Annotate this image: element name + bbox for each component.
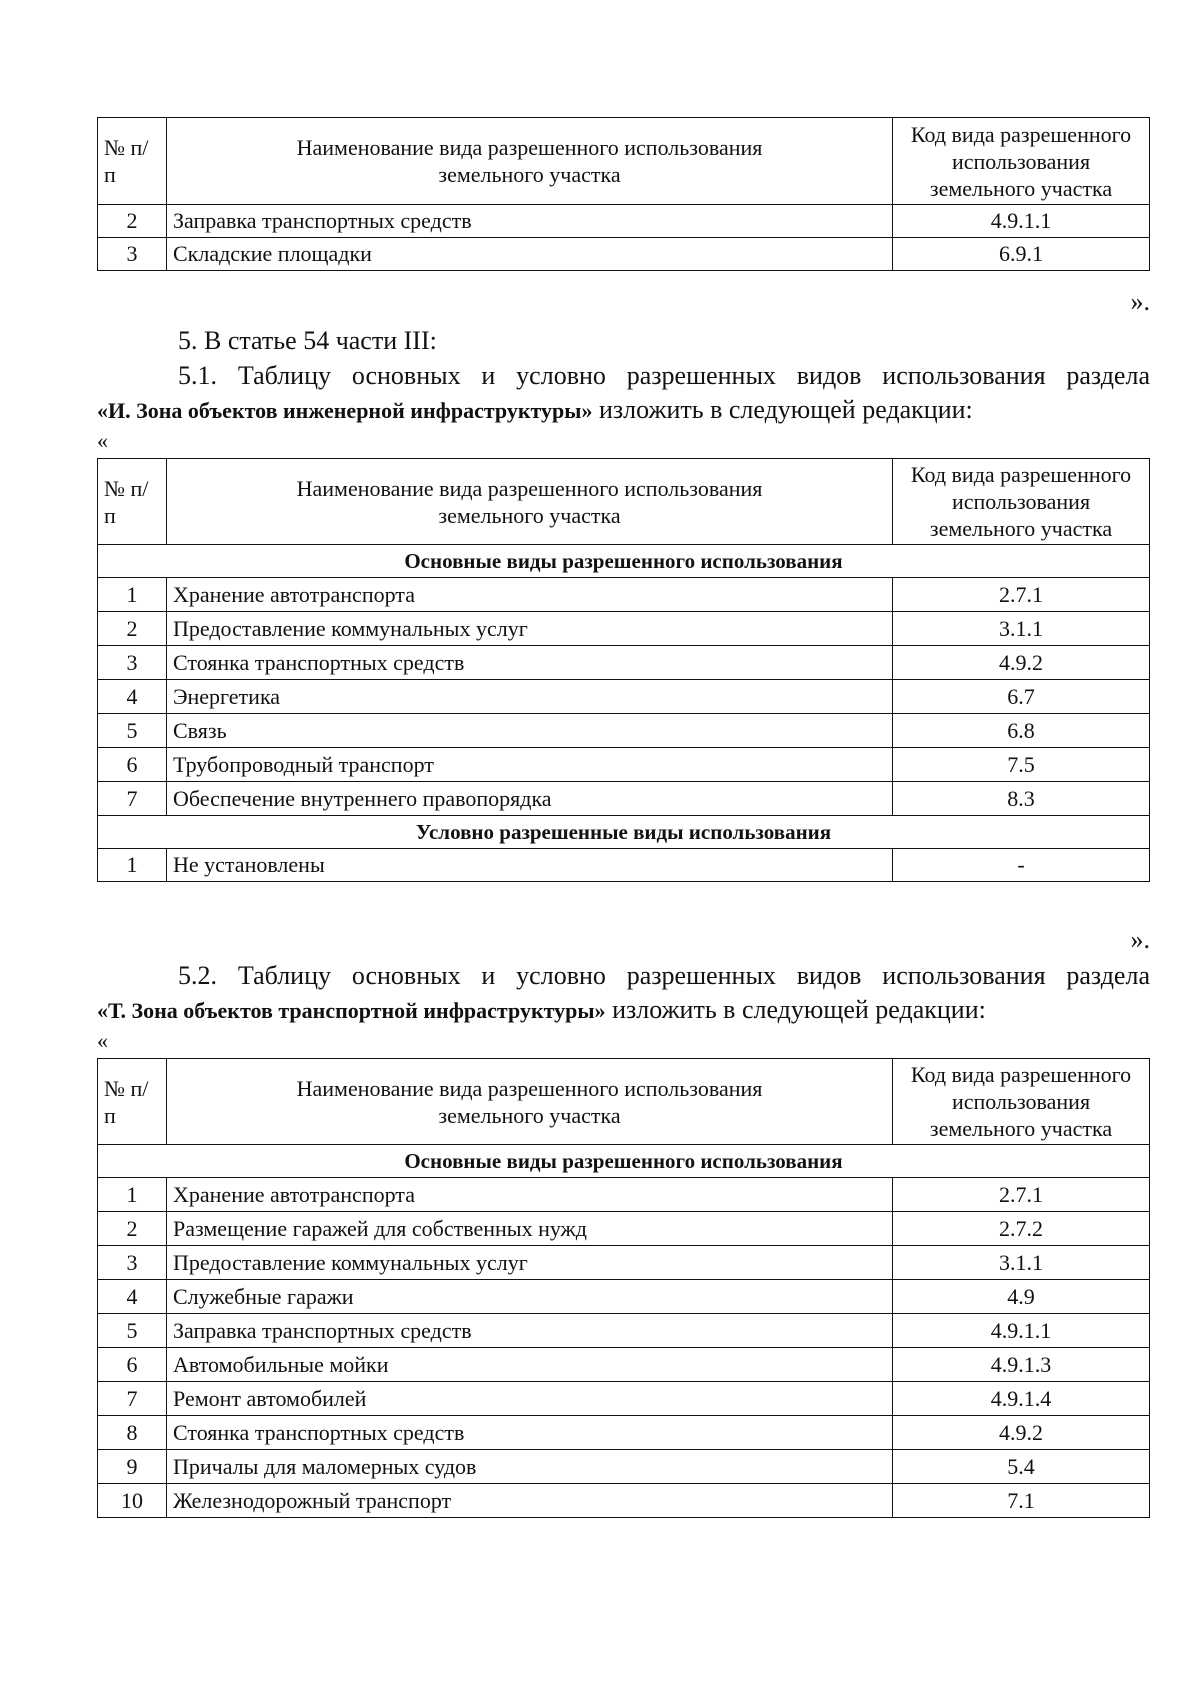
table-row	[98, 1416, 1150, 1450]
table-row	[98, 1484, 1150, 1518]
row-name: Служебные гаражи	[167, 1280, 893, 1314]
row-name: Хранение автотранспорта	[167, 578, 893, 612]
row-code: 3.1.1	[893, 1246, 1150, 1280]
para-5-1-line2	[97, 394, 973, 427]
header-code-line3: земельного участка	[929, 516, 1113, 541]
row-code: 6.8	[893, 714, 1150, 748]
open-quote-1: «	[97, 428, 108, 453]
header-name	[167, 1059, 893, 1145]
row-code: 2.7.2	[893, 1212, 1150, 1246]
table-3	[97, 1058, 1150, 1518]
header-num: № п/п	[98, 1059, 167, 1145]
row-code: 6.9.1	[893, 238, 1150, 271]
table-row	[98, 205, 1150, 238]
row-name: Хранение автотранспорта	[167, 1178, 893, 1212]
row-name: Связь	[167, 714, 893, 748]
header-name	[167, 118, 893, 205]
row-name: Энергетика	[167, 680, 893, 714]
row-num: 6	[98, 1348, 167, 1382]
para-5-1-rest: изложить в следующей редакции:	[592, 395, 973, 424]
table-header-row	[98, 459, 1150, 545]
row-code: 4.9.1.3	[893, 1348, 1150, 1382]
open-quote-2: «	[97, 1028, 108, 1053]
row-num: 8	[98, 1416, 167, 1450]
row-name: Заправка транспортных средств	[167, 1314, 893, 1348]
zone-title-transport: «Т. Зона объектов транспортной инфраструктуры»	[97, 998, 606, 1023]
table-row	[98, 1280, 1150, 1314]
section-row-conditional	[98, 816, 1150, 849]
header-code	[893, 1059, 1150, 1145]
row-name: Железнодорожный транспорт	[167, 1484, 893, 1518]
section-title-conditional: Условно разрешенные виды использования	[98, 816, 1150, 849]
table-row	[98, 714, 1150, 748]
row-code: 8.3	[893, 782, 1150, 816]
table-header-row	[98, 118, 1150, 205]
row-code: 7.1	[893, 1484, 1150, 1518]
table-row	[98, 1382, 1150, 1416]
row-num: 4	[98, 1280, 167, 1314]
table-row	[98, 849, 1150, 882]
row-code: 4.9	[893, 1280, 1150, 1314]
row-name: Обеспечение внутреннего правопорядка	[167, 782, 893, 816]
row-num: 5	[98, 1314, 167, 1348]
header-code-line3: земельного участка	[929, 1116, 1113, 1141]
header-code	[893, 118, 1150, 205]
row-name: Размещение гаражей для собственных нужд	[167, 1212, 893, 1246]
close-quote-1: ».	[1130, 287, 1150, 316]
header-name-line2: земельного участка	[438, 162, 621, 187]
header-name-line1: Наименование вида разрешенного использования	[296, 135, 763, 160]
header-name-line2: земельного участка	[438, 502, 621, 528]
section-row-basic	[98, 545, 1150, 578]
table-row	[98, 1212, 1150, 1246]
section-5-heading: 5. В статье 54 части III:	[178, 326, 437, 355]
table-row	[98, 1348, 1150, 1382]
row-name: Ремонт автомобилей	[167, 1382, 893, 1416]
header-code-line2: использования	[951, 148, 1091, 174]
row-code: 4.9.1.1	[893, 205, 1150, 238]
row-code: 5.4	[893, 1450, 1150, 1484]
row-num: 9	[98, 1450, 167, 1484]
table-header-row	[98, 1059, 1150, 1145]
para-5-2-rest: изложить в следующей редакции:	[605, 995, 986, 1024]
header-code-line1: Код вида разрешенного	[910, 121, 1132, 147]
row-num: 1	[98, 578, 167, 612]
row-name: Стоянка транспортных средств	[167, 646, 893, 680]
header-code-line2: использования	[951, 489, 1091, 514]
row-num: 2	[98, 612, 167, 646]
para-5-2-line1: 5.2. Таблицу основных и условно разрешенных видов использования раздела	[178, 961, 1150, 990]
section-title-basic: Основные виды разрешенного использования	[98, 1145, 1150, 1178]
row-num: 2	[98, 205, 167, 238]
row-name: Стоянка транспортных средств	[167, 1416, 893, 1450]
row-num: 10	[98, 1484, 167, 1518]
table-row	[98, 1246, 1150, 1280]
row-name: Складские площадки	[167, 238, 893, 271]
row-code: -	[893, 849, 1150, 882]
row-code: 2.7.1	[893, 1178, 1150, 1212]
row-name: Предоставление коммунальных услуг	[167, 612, 893, 646]
header-code	[893, 459, 1150, 545]
row-name: Не установлены	[167, 849, 893, 882]
row-num: 2	[98, 1212, 167, 1246]
row-num: 3	[98, 1246, 167, 1280]
row-code: 7.5	[893, 748, 1150, 782]
row-num: 6	[98, 748, 167, 782]
row-code: 2.7.1	[893, 578, 1150, 612]
header-code-line3: земельного участка	[929, 175, 1113, 201]
table-row	[98, 612, 1150, 646]
row-num: 7	[98, 782, 167, 816]
zone-title-engineering: «И. Зона объектов инженерной инфраструктуры»	[97, 398, 593, 423]
table-1	[97, 117, 1150, 271]
row-name: Трубопроводный транспорт	[167, 748, 893, 782]
table-row	[98, 680, 1150, 714]
row-num: 5	[98, 714, 167, 748]
table-row	[98, 1450, 1150, 1484]
para-5-1-line1: 5.1. Таблицу основных и условно разрешенных видов использования раздела	[178, 361, 1150, 390]
row-code: 4.9.2	[893, 646, 1150, 680]
table-row	[98, 1314, 1150, 1348]
row-code: 3.1.1	[893, 612, 1150, 646]
header-num: № п/п	[98, 459, 167, 545]
row-num: 1	[98, 849, 167, 882]
table-row	[98, 1178, 1150, 1212]
header-num: № п/п	[98, 118, 167, 205]
table-row	[98, 578, 1150, 612]
table-row	[98, 238, 1150, 271]
row-num: 3	[98, 646, 167, 680]
header-code-line1: Код вида разрешенного	[910, 1062, 1132, 1087]
header-code-line2: использования	[951, 1089, 1091, 1114]
row-code: 4.9.1.1	[893, 1314, 1150, 1348]
row-name: Заправка транспортных средств	[167, 205, 893, 238]
table-row	[98, 782, 1150, 816]
header-code-line1: Код вида разрешенного	[910, 462, 1132, 487]
para-5-2-line2	[97, 994, 986, 1027]
section-title-basic: Основные виды разрешенного использования	[98, 545, 1150, 578]
section-row-basic	[98, 1145, 1150, 1178]
row-num: 3	[98, 238, 167, 271]
row-num: 1	[98, 1178, 167, 1212]
row-name: Автомобильные мойки	[167, 1348, 893, 1382]
header-name-line1: Наименование вида разрешенного использования	[296, 475, 763, 501]
row-num: 7	[98, 1382, 167, 1416]
row-code: 4.9.2	[893, 1416, 1150, 1450]
close-quote-2: ».	[1130, 925, 1150, 954]
table-row	[98, 646, 1150, 680]
table-row	[98, 748, 1150, 782]
table-2	[97, 458, 1150, 882]
header-name-line1: Наименование вида разрешенного использования	[296, 1075, 763, 1101]
row-name: Предоставление коммунальных услуг	[167, 1246, 893, 1280]
header-name-line2: земельного участка	[438, 1102, 621, 1128]
row-num: 4	[98, 680, 167, 714]
row-code: 4.9.1.4	[893, 1382, 1150, 1416]
row-code: 6.7	[893, 680, 1150, 714]
header-name	[167, 459, 893, 545]
row-name: Причалы для маломерных судов	[167, 1450, 893, 1484]
